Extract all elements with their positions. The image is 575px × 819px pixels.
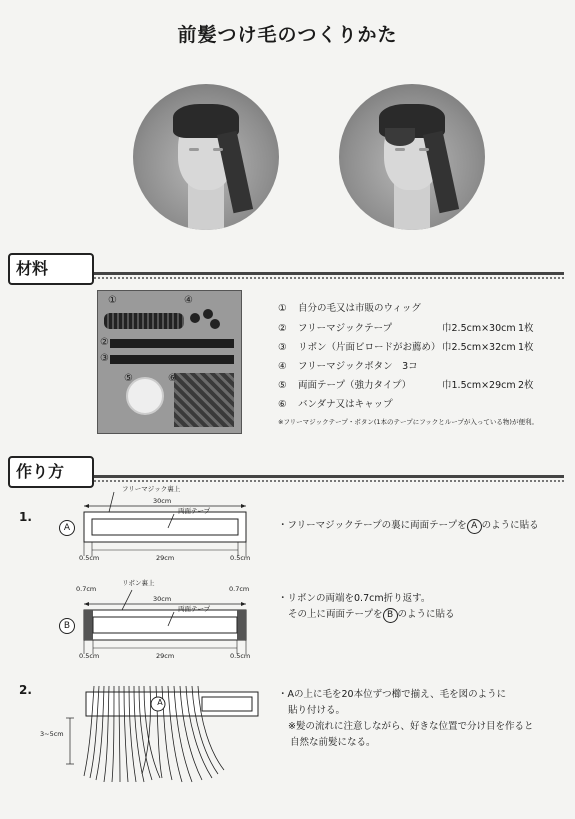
right-margin-label: 0.5cm xyxy=(230,652,251,660)
diagram-note-top: フリーマジック裏上 xyxy=(122,485,181,493)
fold-right-label: 0.7cm xyxy=(229,585,250,593)
step-number: 2. xyxy=(19,683,32,697)
diagram-label-b: B xyxy=(59,618,75,634)
instruction-step2-line3: ※髪の流れに注意しながら、好きな位置で分け目を作ると xyxy=(288,721,534,732)
instruction-step2-line4: 自然な前髪になる。 xyxy=(290,737,376,748)
wig-photo-with-bangs xyxy=(339,84,485,230)
left-margin-label: 0.5cm xyxy=(79,554,100,562)
section-divider xyxy=(94,272,564,275)
instruction-step1a: ・フリーマジックテープの裏に両面テープを A のように貼る xyxy=(278,517,539,534)
right-margin-label: 0.5cm xyxy=(230,554,251,562)
hair-bundle xyxy=(104,313,184,329)
photo-label-2: ② xyxy=(100,337,109,348)
materials-note: ※フリーマジックテープ・ボタン(1本のテープにフックとループが入っている物)が便利。 xyxy=(278,418,538,426)
tape-label: 両面テープ xyxy=(178,605,211,613)
bandana xyxy=(174,373,234,427)
photo-label-1: ① xyxy=(108,295,117,306)
diagram-label-a: A xyxy=(59,520,75,536)
instruction-step1b-line1: ・リボンの両端を0.7cm折り返す。 xyxy=(278,593,431,604)
hair-diagram-label: A xyxy=(157,698,163,707)
material-row: ① 自分の毛又は市販のウィッグ xyxy=(278,303,421,314)
tape-label: 両面テープ xyxy=(178,507,211,515)
material-row: ⑥ バンダナ又はキャップ xyxy=(278,399,393,410)
magic-button xyxy=(210,319,220,329)
center-label: 29cm xyxy=(156,652,175,660)
height-label: 3~5cm xyxy=(40,730,64,738)
magic-button xyxy=(190,313,200,323)
material-row: ③ リボン（片面ビロードがお薦め）巾2.5cm×32cm 1枚 xyxy=(278,342,534,353)
section-title-materials: 材料 xyxy=(16,259,49,278)
page-title: 前髪つけ毛のつくりかた xyxy=(177,24,398,46)
fold-left-label: 0.7cm xyxy=(76,585,97,593)
photo-label-3: ③ xyxy=(100,353,109,364)
materials-photo xyxy=(97,290,242,434)
instruction-step2-line1: ・Aの上に毛を20本位ずつ櫛で揃え、毛を図のように xyxy=(278,689,507,700)
step-number: 1. xyxy=(19,510,32,524)
section-divider xyxy=(94,475,564,478)
section-divider-dots xyxy=(94,277,564,281)
ribbon xyxy=(110,355,234,364)
width-label: 30cm xyxy=(153,497,172,505)
hair-diagram xyxy=(66,678,266,788)
material-row: ④ フリーマジックボタン 3コ xyxy=(278,361,418,372)
instruction-step2-line2: 貼り付ける。 xyxy=(288,705,346,716)
magic-tape xyxy=(110,339,234,348)
diagram-note-top: リボン裏上 xyxy=(122,579,155,587)
section-header-method xyxy=(8,456,94,488)
section-title-method: 作り方 xyxy=(16,462,65,481)
material-row: ⑤ 両面テープ（強力タイプ） 巾1.5cm×29cm 2枚 xyxy=(278,380,534,391)
photo-label-4: ④ xyxy=(184,295,193,306)
material-row: ② フリーマジックテープ 巾2.5cm×30cm 1枚 xyxy=(278,323,534,334)
photo-label-6: ⑥ xyxy=(168,373,177,384)
photo-label-5: ⑤ xyxy=(124,373,133,384)
instruction-step1b-line2: その上に両面テープを B のように貼る xyxy=(288,606,455,623)
wig-photo-front xyxy=(133,84,279,230)
left-margin-label: 0.5cm xyxy=(79,652,100,660)
magic-button xyxy=(203,309,213,319)
center-label: 29cm xyxy=(156,554,175,562)
width-label: 30cm xyxy=(153,595,172,603)
section-header-materials xyxy=(8,253,94,285)
